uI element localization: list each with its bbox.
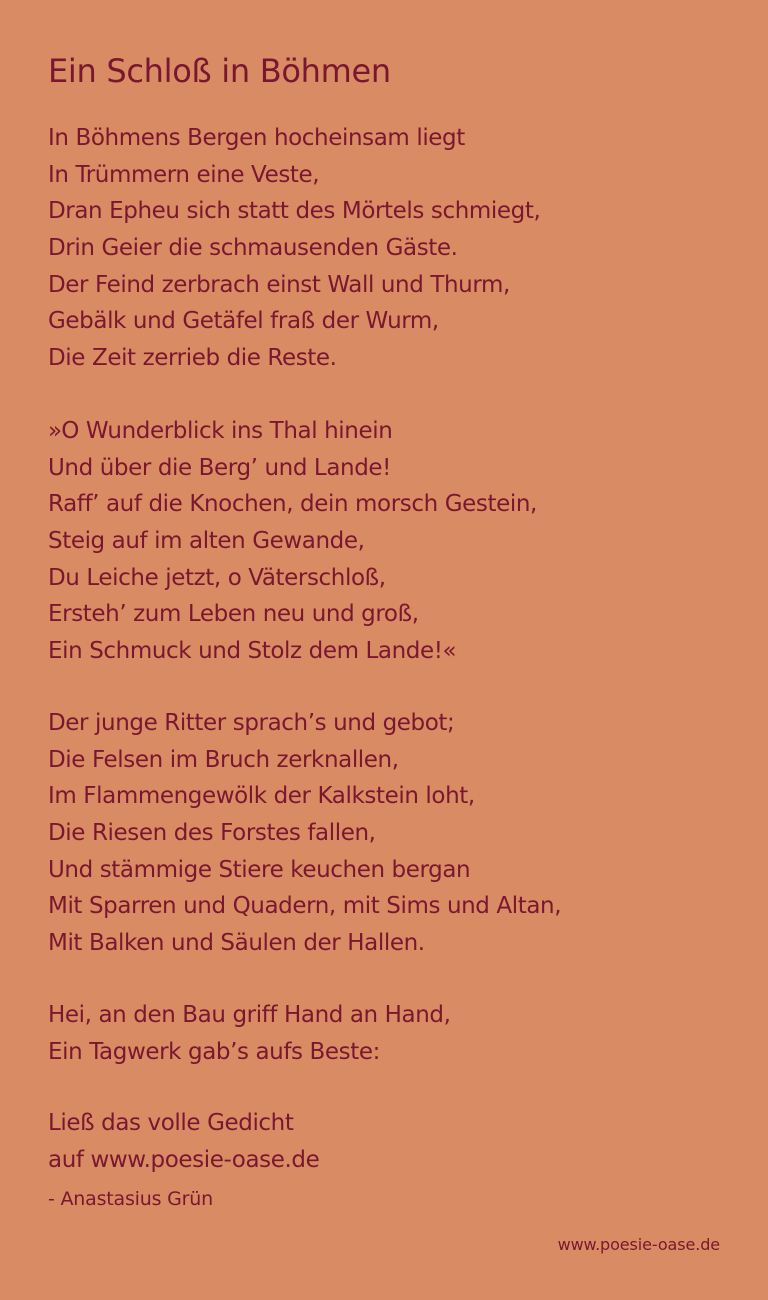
poem-line: In Böhmens Bergen hocheinsam liegt: [48, 125, 465, 151]
poem-line: Der junge Ritter sprach’s und gebot;: [48, 710, 455, 736]
poem-line: In Trümmern eine Veste,: [48, 161, 320, 188]
poem-line: Mit Sparren und Quadern, mit Sims und Altan,: [48, 893, 562, 920]
poem-line: Ersteh’ zum Leben neu und groß,: [48, 601, 419, 628]
stanza-4: [48, 997, 451, 1070]
poem-line: Steig auf im alten Gewande,: [48, 528, 365, 555]
poem-line: Hei, an den Bau griff Hand an Hand,: [48, 1002, 451, 1028]
read-more-note: [48, 1105, 319, 1178]
poem-line: Die Zeit zerrieb die Reste.: [48, 345, 337, 372]
stanza-1: [48, 120, 540, 377]
poem-line: Und stämmige Stiere keuchen bergan: [48, 856, 471, 883]
poem-line: Mit Balken und Säulen der Hallen.: [48, 930, 425, 957]
poem-line: Die Riesen des Forstes fallen,: [48, 820, 376, 847]
poem-line: Ein Schmuck und Stolz dem Lande!«: [48, 638, 457, 665]
poem-title: Ein Schloß in Böhmen: [48, 52, 391, 90]
poem-line: Ein Tagwerk gab’s aufs Beste:: [48, 1038, 380, 1065]
read-more-link-line[interactable]: auf www.poesie-oase.de: [48, 1146, 320, 1173]
poem-line: Die Felsen im Bruch zerknallen,: [48, 746, 399, 773]
poem-author: - Anastasius Grün: [48, 1188, 213, 1210]
poem-line: Raff’ auf die Knochen, dein morsch Gestein,: [48, 491, 537, 518]
poem-line: Drin Geier die schmausenden Gäste.: [48, 235, 458, 262]
poem-line: Gebälk und Getäfel fraß der Wurm,: [48, 308, 439, 335]
stanza-3: [48, 705, 561, 962]
poem-line: Du Leiche jetzt, o Väterschloß,: [48, 564, 386, 591]
stanza-2: [48, 413, 537, 670]
read-more-line: Ließ das volle Gedicht: [48, 1110, 294, 1136]
poem-line: Der Feind zerbrach einst Wall und Thurm,: [48, 271, 510, 298]
footer-website-link[interactable]: www.poesie-oase.de: [557, 1235, 720, 1254]
poem-line: Und über die Berg’ und Lande!: [48, 454, 391, 481]
poem-line: »O Wunderblick ins Thal hinein: [48, 418, 393, 444]
poem-line: Im Flammengewölk der Kalkstein loht,: [48, 783, 475, 810]
poem-line: Dran Epheu sich statt des Mörtels schmiegt,: [48, 198, 541, 225]
